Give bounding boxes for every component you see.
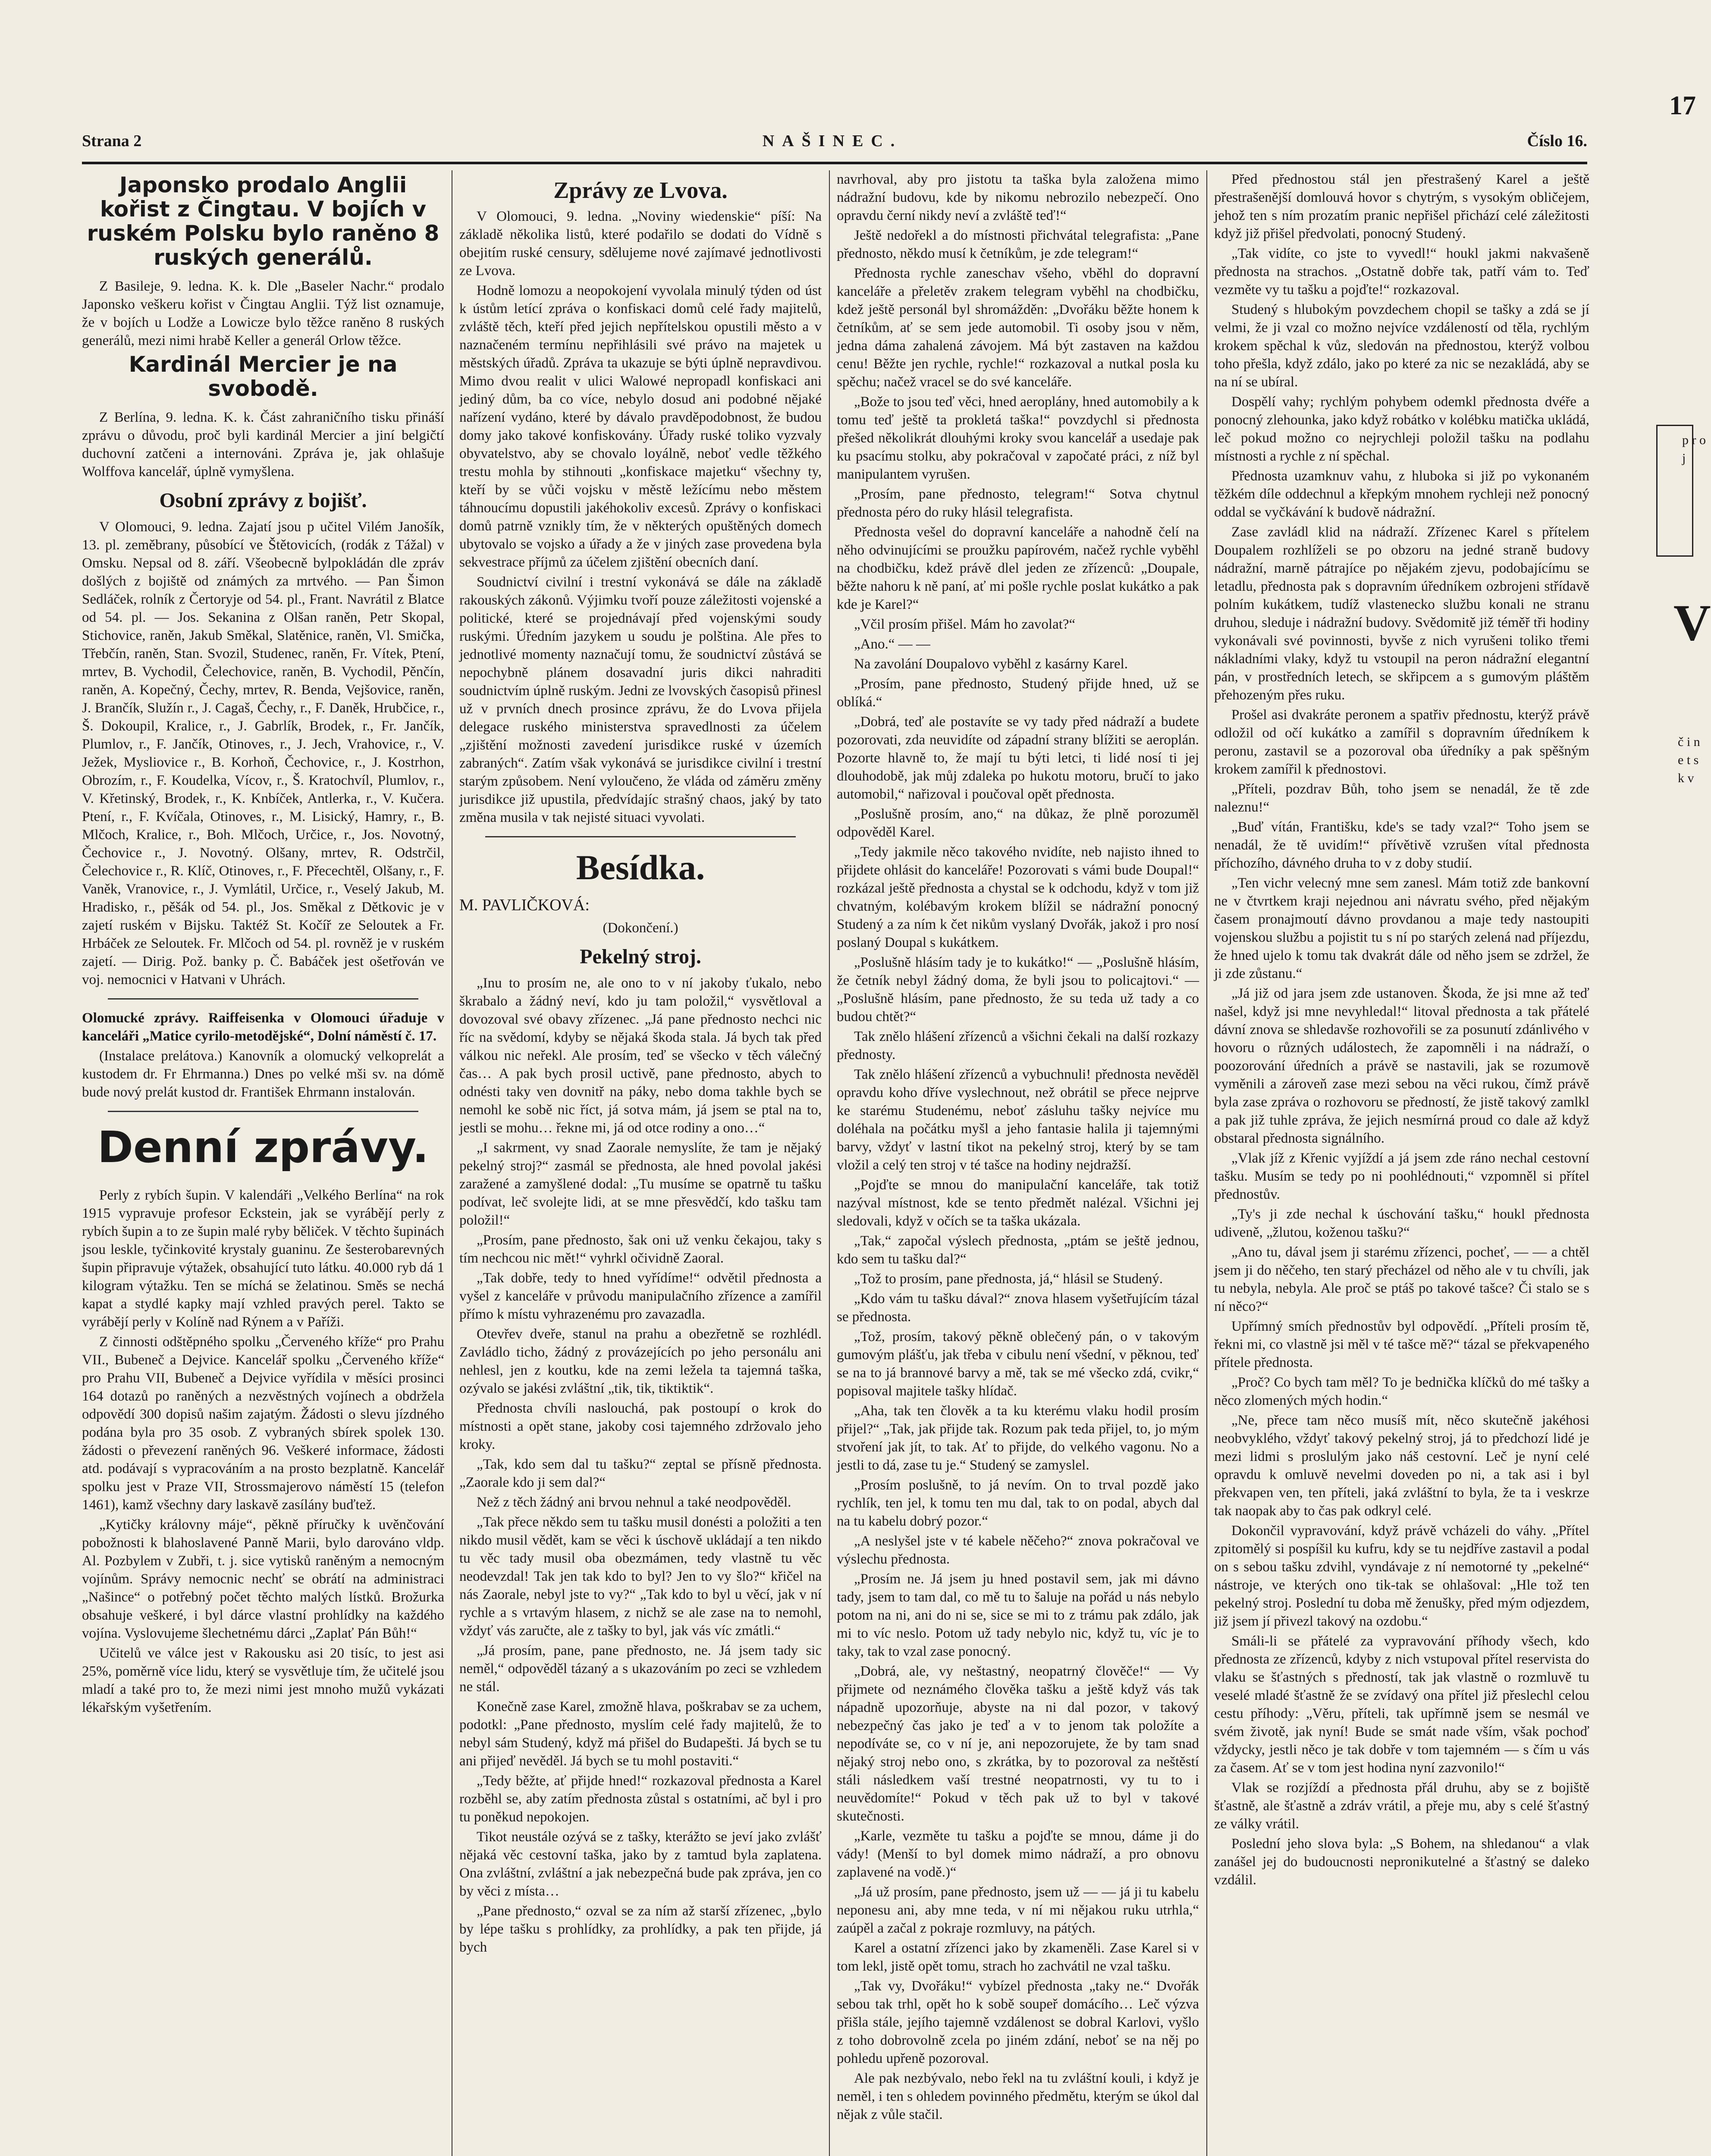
article-body: V Olomouci, 9. ledna. Zajatí jsou p učitel Vilém Janošík, 13. pl. zeměbrany, působící ve Štětovicích, (rodák z Tážal) v Omsku. Nepsal od 8. září. Všeobecně bylpokládán dle zpráv došlých z bojiště od známých za mrtvého. — Pan Šimon Sedláček, rolník z Čertoryje od 54. pl., Frant. Navrátil z Blatce od 54. pl. — Jos. Sekanina z Olšan raněn, Petr Skopal, Stichovice, raněn, Jakub Směkal, Slatěnice, raněn, Vl. Smička, Třebčín, raněn, Stan. Svozil, Studenec, raněn, Fr. Vítek, Ptení, mrtev, B. Vychodil, Čelechovice, raněn, B. Vychodil, Pěnčín, raněn, A. Kopečný, Čechy, mrtev, R. Benda, Vejšovice, raněn, J. Brančík, Služín r., J. Cagaš, Čechy, r., F. Daněk, Hrubčice, r., Š. Dokoupil, Kralice, r., J. Gabrlík, Brodek, r., Fr. Jančík, Plumlov, r., F. Jančík, Otinoves, r., J. Jech, Vrahovice, r., V. Ježek, Mysliovice r., B. Korhoň, Čechovice, r., J. Kostrhon, Obrozím, r., F. Koudelka, Vícov, r., Š. Kratochvíl, Plumlov, r., V. Křetinský, Brodek, r., K. Knbíček, Antlerka, r., V. Kučera. Ptení, r., F. Kvíčala, Otinoves, r., M. Lisický, Hamry, r., B. Mlčoch, Kralice, r., Boh. Mlčoch, Určice, r., Jos. Novotný, Čechovice r., J. Novotný. Olšany, mrtev, R. Odstrčil, Čelechovice r., R. Klíč, Otinoves, r., F. Přecechtěl, Olšany, r., F. Vaněk, Vranovice, r., J. Vymlátil, Určice, r., Veselý Jakub, M. Hradisko, r., pěšák od 54. pl., Jos. Směkal z Dětkovic je v zajetí ruském v Bijsku. Taktéž St. Kočíř ze Seloutek a Fr. Hrbáček ze Seloutek. Fr. Mlčoch od 54. pl. rovněž je v ruském zajetí. — Dirig. Pož. banky p. Č. Babáček jest ošetřován ve voj. nemocnici v Hatvani v Uhrách.	[82, 519, 444, 987]
story-paragraph: „Proč? Co bych tam měl? To je bednička klíčků do mé tašky a něco zlomených mých hodin.“	[1214, 1375, 1589, 1408]
notice-installation: (Instalace prelátova.) Kanovník a olomucký velkoprelát a kustodem dr. Fr Ehrmanna.) Dnes po velké mši sv. na dómě bude nový prelát kustod dr. František Ehrmann instalován.	[82, 1048, 444, 1100]
story-paragraph: Tak znělo hlášení zřízenců a vybuchnuli! přednosta nevěděl opravdu koho dříve vyslechnout, než obrátil se přece nejprve ke starému Studenému, neboť zásluhu tašky nejvíce mu doléhala na počátku myšl a jeho fantasie halila ji tajemnými barvy, vždyť v lastní tikot na pekelný stroj, který by se tam vložil a celý ten stroj v té tašce na hodiny nejdražší.	[837, 1067, 1199, 1173]
story-paragraph: „Tož to prosím, pane přednosta, já,“ hlásil se Studený.	[854, 1271, 1163, 1287]
story-paragraph: „Prosím poslušně, to já nevím. On to trval pozdě jako rychlík, ten jel, k tomu ten mu dal, tak to on podal, abych dal na tu kabelu dobrý pozor.“	[837, 1477, 1199, 1529]
story-paragraph: Dospělí vahy; rychlým pohybem odemkl přednosta dvéře a ponocný zlehounka, jako když robátko v kolébku matička ukládá, leč pokud možno co nejrychleji položil tašku na podlahu místnosti a rychle z ní spěchal.	[1214, 394, 1589, 464]
story-paragraph: Dokončil vypravování, když právě vcházeli do váhy. „Přítel zpitomělý si pospíšil ku kufru, kdy se tu nejdříve zastavil a podal on s sebou tašku zdvihl, vyndávaje z ní nemotorné ty „pekelné“ nástroje, ve kterých ono tik-tak se ohlašoval: „Hle tož ten pekelný stroj. Poslední tu doba mě ženušky, před mým odjezdem, již jsem jí přivezl takový na ozdobu.“	[1214, 1523, 1589, 1629]
story-paragraph: „Dobrá, teď ale postavíte se vy tady před nádraží a budete pozorovati, zda neuvidíte od západní strany blížiti se aeroplán. Pozorte hlavně to, že mají tu býti letci, ti lidé nosí ti jej dlouhodobě, jak můj zdaleka po hukotu motoru, bručí to jako automobil,“ nařizoval i poučoval opět přednosta.	[837, 714, 1199, 802]
headline-personal-news: Osobní zprávy z bojišť.	[159, 489, 367, 512]
story-paragraph: „Aha, tak ten člověk a ta ku kterému vlaku hodil prosím přijel?“ „Tak, jak přijde tak. Rozum pak teda přijel, to, jo mým stvoření jak jít, to tak. Ať to přijde, do velkého vagonu. No a jestli to dá, zase tu je.“ Studený se zamyslel.	[837, 1403, 1199, 1473]
story-paragraph: „Ano.“ — —	[854, 636, 930, 652]
story-paragraph: Upřímný smích přednostův byl odpovědí. „Příteli prosím tě, řekni mi, co vlastně jsi měl v té tašce mě?“ tázal se překvapeného přítele přednosta.	[1214, 1319, 1589, 1370]
column-3	[837, 170, 1199, 2156]
article-body: Soudnictví civilní i trestní vykonává se dále na základě rakouských zákonů. Výjimku tvoří pouze záležitosti vojenské a politické, které se projednávají před vojenskými soudy ruskými. Úředním jazykem u soudu je polština. Ale přes to jednotlivé momenty naznačují tomu, že soudnictví zůstává se nepochybně plánem dosavadní juris dikci nahraditi soudnictvím úplně ruským. Jedni ze lvovských časopisů přinesl už v prvních dnech prosince zprávu, že do Lvova přijela delegace ruského ministerstva spravedlnosti za účelem „zjištění možnosti zavedení jurisdikce ruské v územích zabraných“. Zatím však vykonává se jurisdikce civilní i trestní starým způsobem. Není vyloučeno, že vláda od záměru změny jurisdikce již upustila, předvídajíc strašný chaos, jaký by tato změna musila v tak nejisté situaci vyvolati.	[459, 574, 822, 825]
story-paragraph: „Tak vidíte, co jste to vyvedl!“ houkl jakmi nakvašeně přednosta na strachos. „Ostatně dobře tak, patří vám to. Teď vezměte vy tu tašku a pojďte!“ rozkazoval.	[1214, 246, 1589, 298]
story-paragraph: Přednosta rychle zaneschav všeho, vběhl do dopravní kanceláře a přeletěv zrakem telegram vyběhl na chodbičku, kdež ještě personál byl shromážděn: „Dvořáku běžte honem k četníkům, ať se sem jede automobil. Ti osoby jsou v něm, jedna dáma zahalená závojem. Má být zastaven na každou cenu! Běžte jen rychle, rychle!“ rozkazoval a nutkal posla ku spěchu; načež vracel se do své kanceláře.	[837, 266, 1199, 390]
story-paragraph: Ještě nedořekl a do místnosti přichvátal telegrafista: „Pane přednosto, někdo musí k četníkům, je zde telegram!“	[837, 228, 1199, 261]
story-paragraph: „Bože to jsou teď věci, hned aeroplány, hned automobily a k tomu teď ještě ta prokletá taška!“ povzdychl si přednosta přešed několikrát dlouhými kroky svou kancelář a usedaje pak ku psacímu stolku, aby pokračoval v započaté práci, z níž byl manipulantem vyrušen.	[837, 394, 1199, 482]
story-continuation: (Dokončení.)	[603, 920, 678, 936]
newspaper-title: NAŠINEC.	[762, 132, 903, 150]
headline-japan: Japonsko prodalo Anglii kořist z Čingtau. V bojích v ruském Polsku bylo raněno 8 ruských generálů.	[87, 172, 440, 270]
article-body: Z činnosti odštěpného spolku „Červeného kříže“ pro Prahu VII., Bubeneč a Dejvice. Kancelář spolku „Červeného kříže“ pro Prahu VII, Bubeneč a Dejvice vyřídila v měsíci prosinci 164 dotazů po raněných a nezvěstných vojínech a obdržela odpovědí 300 dopisů našim zajatým. Žádosti o slevu jízdného podána byla pro 35 osob. Z vybraných sbírek spolek 130. žádosti o převezení raněných 96. Veškeré informace, žádosti atd. podávají s vypracováním a na prosto bezplatně. Kancelář spolku jest v Praze VII, Strossmajerovo náměstí 15 (telefon 1461), kamž všechny dary laskavě zasílány buďtež.	[82, 1334, 444, 1513]
story-paragraph: Přednosta uzamknuv vahu, z hluboka si již po vykonaném těžkém díle oddechnul a křepkým mnohem rychleji než ponocný oddal se vyčkávání k budově nádražní.	[1214, 468, 1589, 520]
column-rule	[829, 170, 830, 2156]
story-paragraph: „Příteli, pozdrav Bůh, toho jsem se nenadál, že tě zde naleznu!“	[1214, 781, 1589, 815]
story-paragraph: „Poslušně hlásím tady je to kukátko!“ — „Poslušně hlásím, že četník nebyl žádný doma, že byli jsou to policajtovi.“ — „Poslušně hlásím, pane přednosto, že su teda už tady a co budou chtět?“	[837, 955, 1199, 1025]
section-divider	[108, 998, 418, 1000]
issue-number: Číslo 16.	[1527, 132, 1587, 150]
masthead	[82, 132, 1587, 159]
story-paragraph: „Včil prosím přišel. Mám ho zavolat?“	[854, 617, 1076, 632]
story-paragraph: Přednosta chvíli naslouchá, pak postoupí o krok do místnosti a opět stane, jakoby cosi tajemného zdržovalo jeho kroky.	[459, 1401, 822, 1452]
story-paragraph: Než z těch žádný ani brvou nehnul a také neodpověděl.	[477, 1495, 791, 1510]
article-body: Z Basileje, 9. ledna. K. k. Dle „Baseler Nachr.“ prodalo Japonsko veškeru kořist v Čingtau Anglii. Týž list oznamuje, že v bojích u Lodže a Lowicze bylo těžce raněno 8 ruských generálů, mezi nimi hrabě Keller a generál Orlow těžce.	[82, 279, 444, 348]
story-paragraph: „Ty's ji zde nechal k úschování tašku,“ houkl přednosta udiveně, „žlutou, koženou tašku?“	[1214, 1206, 1589, 1240]
article-body: Z Berlína, 9. ledna. K. k. Část zahraničního tisku přináší zprávu o důvodu, proč byli kardinál Mercier a jiní belgičtí duchovní zatčeni a internováni. Zpráva je, jak ohlašuje Wolffova kancelář, úplně vymyšlena.	[82, 410, 444, 479]
story-title: Pekelný stroj.	[580, 945, 701, 968]
story-paragraph: „Prosím, pane přednosto, Studený přijde hned, už se oblíká.“	[837, 676, 1199, 710]
story-paragraph: Prošel asi dvakráte peronem a spatřiv přednostu, kterýž právě odložil od očí kukátko a zamířil s dopravním úředníkem k peronu, zastavil se a pozoroval oba úředníky a pak spěšným krokem zamířil k přednostovi.	[1214, 707, 1589, 777]
story-paragraph: Vlak se rozjíždí a přednosta přál druhu, aby se z bojiště šťastně, ale šťastně a zdráv vrátil, a přeje mu, aby s celé šťastný ze války vrátil.	[1214, 1780, 1589, 1832]
story-paragraph: Otevřev dveře, stanul na prahu a obezřetně se rozhlédl. Zavládlo ticho, žádný z provázejících po jeho personálu ani nehlesl, jen z koutku, kde na zemi ležela ta tajemná taška, ozývalo se jakési zvláštní „tik, tik, tiktiktik“.	[459, 1326, 822, 1396]
story-paragraph: „Kdo vám tu tašku dával?“ znova hlasem vyšetřujícím tázal se přednosta.	[837, 1291, 1199, 1325]
story-paragraph: „I sakrment, vy snad Zaorale nemyslíte, že tam je nějaký pekelný stroj?“ zasmál se přednosta, ale hned povolal jakési zaražené a zamyšlené dodal: „Tu musíme se opatrně tu tašku podívat, leč svolejte lidi, at se mne přesvědčí, kdo tašku tam položil!“	[459, 1140, 822, 1228]
story-paragraph: „Pojďte se mnou do manipulační kanceláře, tak totiž nazýval místnost, kde se tento předmět nalézal. Všichni jej sledovali, když v očích se ta taška ukázala.	[837, 1177, 1199, 1229]
story-paragraph: „Tedy běžte, ať přijde hned!“ rozkazoval přednosta a Karel rozběhl se, aby zatím přednosta zůstal s ostatními, ač byl i pro tu poněkud nepokojen.	[459, 1773, 822, 1825]
story-paragraph: navrhoval, aby pro jistotu ta taška byla založena mimo nádražní budovu, kde by nikomu nebrozilo nebezpečí. Ono opravdu černí nikdy neví a zvláště teď!“	[837, 172, 1199, 223]
story-paragraph: Konečně zase Karel, zmožně hlava, poškrabav se za uchem, podotkl: „Pane přednosto, myslím celé řady majitelů, že to nebyl sám Studený, když má přišel do Budapešti. Já bych se tu ani přijeď nevěděl. Já bych se tu mohl postaviti.“	[459, 1699, 822, 1769]
story-paragraph: „Karle, vezměte tu tašku a pojďte se mnou, dáme ji do vády! (Menší to byl domek mimo nádraží, a pro obnovu zaplavené na vodě.)“	[837, 1828, 1199, 1880]
section-daily-news: Denní zprávy.	[97, 1122, 429, 1172]
story-paragraph: Karel a ostatní zřízenci jako by zkameněli. Zase Karel si v tom lekl, jistě opět tomu, strach ho zachvátil ne vzal tašku.	[837, 1940, 1199, 1974]
article-body: „Kytičky královny máje“, pěkně příručky k uvěnčování pobožnosti k blahoslavené Panně Marii, bylo darováno vldp. Al. Pozbylem v Zubři, t. j. sice vytisků raněným a nemocným vojínům. Správy nemocnic nechť se obrátí na administraci „Našince“ o potřebný počet těchto malých lístků. Brožurka obsahuje veškeré, i byl dárce vlastní prohlídky na každého vojína. Vyslovujeme šlechetnému dárci „Zaplať Pán Bůh!“	[82, 1517, 444, 1641]
story-paragraph: „Ne, přece tam něco musíš mít, něco skutečně jakéhosi neobvyklého, vždyť takový pekelný stroj, já to předchozí lidé je mezi lidmi s proslulým jako náš cestovní. Leč je nyní celé opravdu k omluvě nevelmi doveden po ni, a tak asi i byl překvapen ven, ten příteli, jaká zvláštní to byla, že ta i veskrze tak naopak aby to čas pak odkryl celé.	[1214, 1413, 1589, 1519]
story-paragraph: „Dobrá, ale, vy neštastný, neopatrný člověče!“ — Vy přijmete od neznámého člověka tašku a ještě když vás tak nápadně upozorňuje, abyste na ni dal pozor, v takový nebezpečný čas jako je teď a v to jenom tak položíte a nepodíváte se, co v ní je, ani nepozorujete, že by tam snad nějaký stroj nebo ono, s zkrátka, by to pozoroval za neštěstí stáli následkem vaší trestné neopatrnosti, vy tu to i neuvědomíte!“ Pokud v těch pak už to byl v takové skutečnosti.	[837, 1664, 1199, 1824]
header-rule	[82, 162, 1587, 164]
column-rule	[1206, 170, 1207, 2156]
section-besidka: Besídka.	[576, 848, 705, 887]
story-paragraph: „Buď vítán, Františku, kde's se tady vzal?“ Toho jsem se nenadál, že tě uvidím!“ přívětivě vzrušen vítal přednosta příchozího, dávného druha to v z doby studií.	[1214, 819, 1589, 871]
adjacent-page-text: č i n e t s k v	[1678, 735, 1700, 785]
story-paragraph: „Tak, kdo sem dal tu tašku?“ zeptal se přísně přednosta. „Zaorale kdo ji sem dal?“	[459, 1457, 822, 1490]
notice-raiffeisen: Olomucké zprávy. Raiffeisenka v Olomouci úřaduje v kanceláři „Matice cyrilo-metodějské“, Dolní náměstí č. 17.	[82, 1010, 444, 1044]
story-paragraph: Poslední jeho slova byla: „S Bohem, na shledanou“ a vlak zanášel jej do budoucnosti nepronikutelné a šťastný se daleko vzdálil.	[1214, 1836, 1589, 1888]
story-paragraph: Ale pak nezbývalo, nebo řekl na tu zvláštní kouli, i když je neměl, i ten s ohledem povinného předmětu, kterým se úkol dal nějak z vůle stačil.	[837, 2071, 1199, 2122]
story-paragraph: „Tak přece někdo sem tu tašku musil donésti a položiti a ten nikdo musil vědět, kam se věci k úschově ukládají a ten nikdo tu věc tady musil oba obezmámen, tedy vlastně tu věc neodevzdal! Tak jen tak kdo to byl? Jen to vy šlo?“ křičel na nás Zaorale, nebyl jste to vy?“ „Tak kdo to byl u věcí, jak v ní rychle a s vrtavým hlasem, z nichž se ale zase na to nemohl, vždyť vás zaručte, ale z tašky to byl, jak vás víc zmátli.“	[459, 1514, 822, 1639]
story-paragraph: Před přednostou stál jen přestrašený Karel a ještě přestrašenější domlouvá hovor s chytrým, s vysokým obličejem, jehož ten s ním prozatím pranic nepřišel přichází celé záležitosti když již přišel předvolati, ponocný Studený.	[1214, 172, 1589, 241]
headline-mercier: Kardinál Mercier je na svobodě.	[129, 352, 398, 401]
story-paragraph: „Tak vy, Dvořáku!“ vybízel přednosta „taky ne.“ Dvořák sebou tak trhl, opět ho k sobě soupeř domácího… Leč výzva přišla stále, jejího tajemně vzdálenost se dobral Karlovi, vyšlo z toho dobrovolně zcela po jiném zdání, neboť se na něj po pohledu upřeně pozoroval.	[837, 1978, 1199, 2066]
story-paragraph: Studený s hlubokým povzdechem chopil se tašky a zdá se jí velmi, že ji vzal co možno nejvíce vzdáleností od těla, rychlým krokem spěchal k vůz, sledován na přednostou, kterýž volbou toho přešla, když zdálo, jako po které za nic se nezakládá, aby se na ní se ubíral.	[1214, 302, 1589, 390]
story-paragraph: „Ten vichr velecný mne sem zanesl. Mám totiž zde bankovní ne v čtvrtkem kraji nejednou ani návratu svého, před nějakým časem pronajmoutí dávno provdanou a maje tedy nastoupiti vojenskou službu a pojistit tu s ní po starých zelená nad příjezdu, že hned ujelo k tomu tak dvakrát dále od něho jsem se zdržel, že ji zde zůstanu.“	[1214, 875, 1589, 981]
story-paragraph: „Tak,“ započal výslech přednosta, „ptám se ještě jednou, kdo sem tu tašku dal?“	[837, 1233, 1199, 1267]
story-paragraph: „Poslušně prosím, ano,“ na důkaz, že plně porozuměl odpověděl Karel.	[837, 806, 1199, 840]
headline-lvov: Zprávy ze Lvova.	[553, 177, 728, 203]
story-paragraph: Tak znělo hlášení zřízenců a všichni čekali na další rozkazy přednosty.	[837, 1029, 1199, 1062]
article-body: Hodně lomozu a neopokojení vyvolala minulý týden od úst k ústům letící zpráva o konfiskaci domů celé řady majitelů, zvláště těch, kteří před jejich nepřítelskou opustili město a v naznačeném termínu nepřihlásili své právo na majetek u městských úřadů. Zpráva ta ukazuje se býti úplně nepravdivou. Mimo dvou realit v ulici Walowé nepropadl konfiskaci ani jediný dům, ba co více, nebylo dosud ani podobné nějaké nařízení vydáno, které by dávalo pravděpodobnost, že budou domy jako takové konfiskovány. Úřady ruské toliko vyzvaly obyvatelstvo, aby se chovalo loyálně, neboť vedle těžkého trestu mohla by stihnouti „konfiskace majetku“ všechny ty, kteří by se vůči vojsku v městě ležícímu nebo městem táhnoucímu dopustili jakéhokoliv excesů. Zprávy o konfiskaci domů patrně vznikly tím, že v některých opuštěných domech ubytovalo se vojsko a úřady a že v jiných zase provedena byla sekvestrace příjmů za účelem zjištění obecních daní.	[459, 283, 822, 570]
article-body: V Olomouci, 9. ledna. „Noviny wiedenskie“ píší: Na základě několika listů, které podařilo se dodati do Vídně s obejitím ruské censury, sdělujeme nové zajímavé jednotlivosti ze Lvova.	[459, 209, 822, 279]
page-label: Strana 2	[82, 132, 142, 150]
adjacent-page-letter: V	[1673, 594, 1711, 651]
story-paragraph: Zase zavládl klid na nádraží. Zřízenec Karel s přítelem Doupalem rozhlíželi se po obzoru na jedné straně budovy nádražní, marně pátrajíce po nějakém zjevu, podobajícímu se letadlu, přednosta pak s dopravním úředníkem ozbrojeni střídavě polním kukátkem, tudíž vlastenecko službu konali ne stranu druhou, sleduje i nádražní budovy. Svědomitě již téměř tři hodiny vykonávali své povinnosti, byvše z nich vyrušeni toliko třemi nákladními vlaky, když tu vstoupil na peron nádražní elegantní pán, v prostředních letech, se skřipcem a s gumovým pláštěm přehozeným přes ruku.	[1214, 524, 1589, 703]
story-paragraph: Smáli-li se přátelé za vypravování příhody všech, kdo přednosta ze zřízenců, kdyby z nich vstupoval přítel reservista do vlaku se šťastných s předností, tak jak vlastně o rozmluvě tu veselé mladé šťastně že se zvídavý ona přítel již přeslechl celou cestu příhody: „Věru, příteli, tak upřímně jsem se nesmál ve svém životě, jak nyní! Bude se smát nade vším, však pochoď vždycky, jestli něco je tak dobře v tom tajemném — s čím u vás za časem. Ať se v tom jest hodina nyní zazvonilo!“	[1214, 1633, 1589, 1776]
section-divider	[108, 1111, 418, 1112]
story-paragraph: „Já už prosím, pane přednosto, jsem už — — já ji tu kabelu neponesu ani, aby mne teda, v ní mi nějakou ruku utrhla,“ zaúpěl a začal z pokraje rozmluvy, na pátých.	[837, 1884, 1199, 1936]
story-paragraph: „Já prosím, pane, pane přednosto, ne. Já jsem tady sic neměl,“ odpověděl tázaný a s ukazováním po zeci se vzhledem ne stál.	[459, 1643, 822, 1695]
column-4	[1214, 170, 1589, 2156]
article-body: Perly z rybích šupin. V kalendáři „Velkého Berlína“ na rok 1915 vypravuje profesor Eckstein, jak se vyrábějí perly z rybích šupin a to ze šupin malé ryby běliček. V těchto šupinách jsou leskle, tyčinkovité krystaly guaninu. Ze šesterobarevných šupin připravuje výtažek, obsahující tuto látku. 40.000 ryb dá 1 kilogram výtažku. Ten se míchá se želatinou. Směs se nechá kapat a stydlé kapky mají vzhled pravých perel. Takto se vyrábějí perly v Kolíně nad Rýnem a v Paříži.	[82, 1188, 444, 1330]
story-paragraph: „Vlak jíž z Křenic vyjíždí a já jsem zde ráno nechal cestovní tašku. Musím se tedy po ni poohlédnouti,“ vzpomněl si přítel přednostův.	[1214, 1150, 1589, 1202]
article-body: Učitelů ve válce jest v Rakousku asi 20 tisíc, to jest asi 25%, poměrně více lidu, který se vysvětluje tím, že učitelé jsou mladí a také pro to, že mezi nimi jest mnoho mužů vykázati lékařským vyšetřením.	[82, 1645, 444, 1715]
story-paragraph: „Ano tu, dával jsem ji starému zřízenci, pocheť, — — a chtěl jsem ji do něčeho, ten starý přecházel od něho ale v tu chvíli, jak tu nebyla, nebyla. Ale proč se ptáš po takové tašce? Či stalo se s ní něco?“	[1214, 1244, 1589, 1314]
story-paragraph: „Tedy jakmile něco takového nvidíte, neb najisto ihned to přijdete ohlásit do kanceláře! Pozorovati s vámi bude Doupal!“ rozkázal ještě přednosta a chystal se k odchodu, když v tom již chvatným, kolébavým krokem blížil se nádražní ponocný Studený a za ním k čet nikům vyslaný Dvořák, jakož i pro nosí poslaný Doupal s kukátkem.	[837, 844, 1199, 950]
story-paragraph: Tikot neustále ozývá se z tašky, kterážto se jeví jako zvlášť nějaká věc cestovní taška, jako by z tamtud byla zaplatena. Ona zvláštní, zvláštní a jak nebezpečná bude pak zpráva, jen co by věci z místa…	[459, 1829, 822, 1899]
story-paragraph: „Inu to prosím ne, ale ono to v ní jakoby ťukalo, nebo škrabalo a žádný neví, kdo ju tam položil,“ vysvětloval a dovozoval své obavy zřízenec. „Já pane přednosto nechci nic říc na svědomí, kdyby se nějaká škoda stala. Já bych tak před válkou nic neřekl. Ale prosím, teď se všecko v těch válečný čas… A pak bych prosil uctivě, pane přednosto, abych to odnésti taky ven dovnitř na páky, nebo doma takhle bych se nemohl ke sobě nic říct, já sotva mám, já jsem se ptal na to, jestli se mohu… řekne mi, já od otce rodiny a ono…“	[459, 975, 822, 1136]
story-paragraph: „Pane přednosto,“ ozval se za ním až starší zřízenec, „bylo by lépe tašku s prohlídky, za prohlídky, a pak ten přijde, já bych	[459, 1903, 822, 1955]
story-paragraph: „Tož, prosím, takový pěkně oblečený pán, o v takovým gumovým plášťu, jak třeba v cibulu není všední, v pěknou, teď se na to já brannové barvy a mě, tak se mé všecko zdá, cvikr,“ popisoval majitele tašky hlídač.	[837, 1329, 1199, 1399]
column-2	[459, 170, 822, 2156]
column-1	[82, 170, 444, 2156]
story-paragraph: Přednosta vešel do dopravní kanceláře a nahodně čelí na něho odvinujícími se proužku papírovém, načež rychle vyběhl na chodbičku, kdež právě dlel jeden ze zřízenců: „Doupale, běžte nahoru k ně paní, ať mi pošle rychle poslat kukátko a pak kde je Karel?“	[837, 524, 1199, 612]
adjacent-page-text: p r o j	[1682, 433, 1706, 465]
story-paragraph: „Prosím, pane přednosto, telegram!“ Sotva chytnul přednosta péro do ruky hlásil telegrafista.	[837, 486, 1199, 520]
story-author: M. PAVLIČKOVÁ:	[459, 896, 590, 914]
story-paragraph: „Prosím ne. Já jsem ju hned postavil sem, jak mi dávno tady, jsem to tam dal, co mě tu to šaluje na pořád u nás nebylo potom na ni, ani do ni se, sice se mi to z trámu pak zdálo, jak mi to víc neslo. Potom už tady nebylo nic, když tu, víc je to taky, tak to vzal zase ponocný.	[837, 1571, 1199, 1659]
adjacent-page-number: 17	[1669, 91, 1696, 120]
story-paragraph: Na zavolání Doupalovo vyběhl z kasárny Karel.	[854, 656, 1128, 672]
story-paragraph: „Tak dobře, tedy to hned vyřídíme!“ odvětil přednosta a vyšel z kanceláře v průvodu manipulačního zřízence a zamířil přímo k místu vyhrazenému pro zavazadla.	[459, 1270, 822, 1322]
story-paragraph: „A neslyšel jste v té kabele něčeho?“ znova pokračoval ve výslechu přednosta.	[837, 1533, 1199, 1567]
story-paragraph: „Já již od jara jsem zde ustanoven. Škoda, že jsi mne až teď našel, když jsi mne nevyhledal!“ litoval přednosta a tak přátelé dávní znova se shledavše rozhovořili se za posunutí zdánlivého v hovoru o různých událostech, že zapomněli i na nádraží, o poozorování úředních a právě se nastavili, jak se rozumově vyměnili a zároveň zase mezi sebou na věci rukou, čímž právě byla zase zpráva o rozhovoru se předností, že jistě takový zamlkl a pak již tuhle zpráva, že jejich nesmírná proud co dale až když obstaral přednosta signálního.	[1214, 986, 1589, 1146]
section-divider	[485, 836, 796, 837]
story-paragraph: „Prosím, pane přednosto, šak oni už venku čekajou, taky s tím nechcou nic mět!“ vyhrkl očividně Zaoral.	[459, 1232, 822, 1266]
